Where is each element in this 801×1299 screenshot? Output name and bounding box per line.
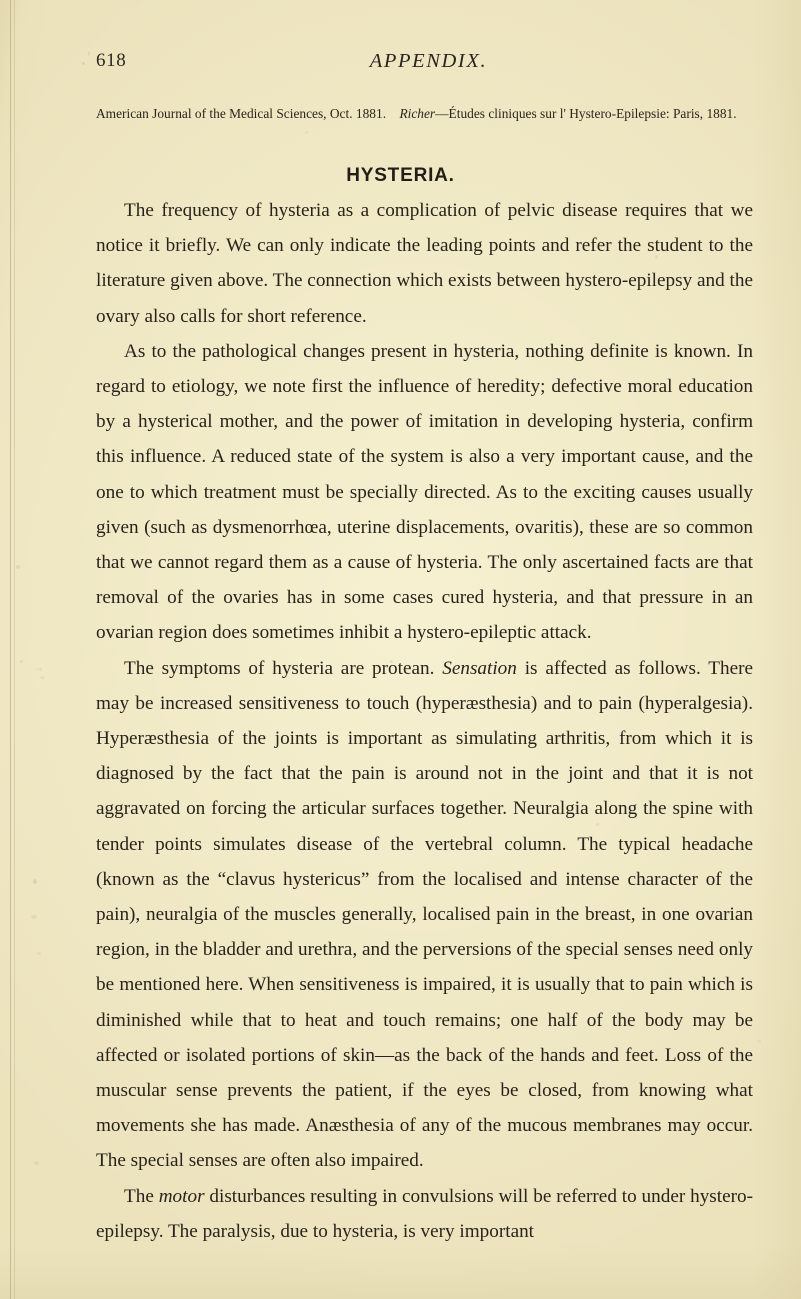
term-motor: motor: [158, 1185, 205, 1207]
scan-speck: [40, 676, 45, 679]
scan-speck: [88, 51, 90, 56]
scan-speck: [305, 131, 308, 134]
paragraph-motor: [96, 1179, 753, 1249]
scan-speck: [36, 668, 38, 670]
text-run: is affected as follows. There may be increased sensitiveness to touch (hyperæsthesia) and to pain (hyperalgesia). Hyperæsthesia of the joints is important as simulating arthritis, from which it is diagnosed by the fact that the pain is around not in the joint and that it is not aggravated on forcing the articular surfaces together. Neuralgia along the spine with tender points simulates disease of the vertebral column. The typical headache (known as the “clavus hystericus” from the localised and intense character of the pain), neuralgia of the muscles generally, localised pain in the breast, in one ovarian region, in the bladder and urethra, and the perversions of the special senses need only be mentioned here. When sensitiveness is impaired, it is usually that to pain which is diminished while that to heat and touch remains; one half of the body may be affected or isolated portions of skin—as the back of the hands and feet. Loss of the muscular sense prevents the patient, if the eyes be closed, from knowing what movements she has made. Anæsthesia of any of the mucous membranes may occur. The special senses are often also impaired.: [96, 657, 754, 1172]
scan-speck: [20, 660, 23, 663]
scan-speck: [82, 62, 85, 65]
citation-journal: American Journal of the Medical Sciences, Oct. 1881.: [96, 106, 387, 121]
page-number: 618: [96, 50, 127, 71]
paragraph-intro: The frequency of hysteria as a complication of pelvic disease requires that we notice it briefly. We can only indicate the leading points and refer the student to the literature given above. The connection which exists between hystero-epilepsy and the ovary also calls for short reference.: [96, 200, 753, 327]
section-heading: HYSTERIA.: [346, 164, 455, 186]
term-sensation: Sensation: [442, 657, 517, 679]
scan-speck: [758, 1040, 761, 1043]
text-run: The symptoms of hysteria are protean.: [124, 657, 443, 679]
citation-author: Richer: [399, 106, 436, 121]
scan-speck: [16, 565, 20, 569]
scan-speck: [37, 952, 41, 955]
binding-gutter-line-secondary: [14, 0, 15, 1299]
text-run: The: [124, 1185, 159, 1207]
running-head-title: APPENDIX.: [369, 50, 488, 72]
scan-speck: [39, 668, 42, 671]
paragraph-pathology-etiology: As to the pathological changes present in hysteria, nothing definite is known. In regard to etiology, we note first the influence of heredity; defective moral education by a hysterical mother, and the power of imitation in developing hysteria, confirm this influence. A reduced state of the system is also a very important cause, and the one to which treatment must be specially directed. As to the exciting causes usually given (such as dysmenorrhœa, uterine displacements, ovaritis), these are so common that we cannot regard them as a cause of hysteria. The only ascertained facts are that removal of the ovaries has in some cases cured hysteria, and that pressure in an ovarian region does sometimes inhibit a hystero-epileptic attack.: [96, 340, 753, 644]
running-head: [96, 50, 705, 80]
scan-speck: [31, 915, 37, 919]
scan-speck: [34, 1161, 39, 1165]
text-run: disturbances resulting in convulsions will be referred to under hystero-epilepsy. The paralysis, due to hysteria, is very important: [96, 1185, 753, 1242]
scan-speck: [33, 879, 37, 884]
binding-gutter-line: [10, 0, 11, 1299]
bibliographic-citation: [96, 104, 756, 125]
citation-work: —Études cliniques sur l' Hystero-Epilepsie: Paris, 1881.: [435, 106, 737, 121]
paragraph-symptoms-sensation: [96, 651, 753, 1179]
body-text-column: [96, 193, 753, 1249]
